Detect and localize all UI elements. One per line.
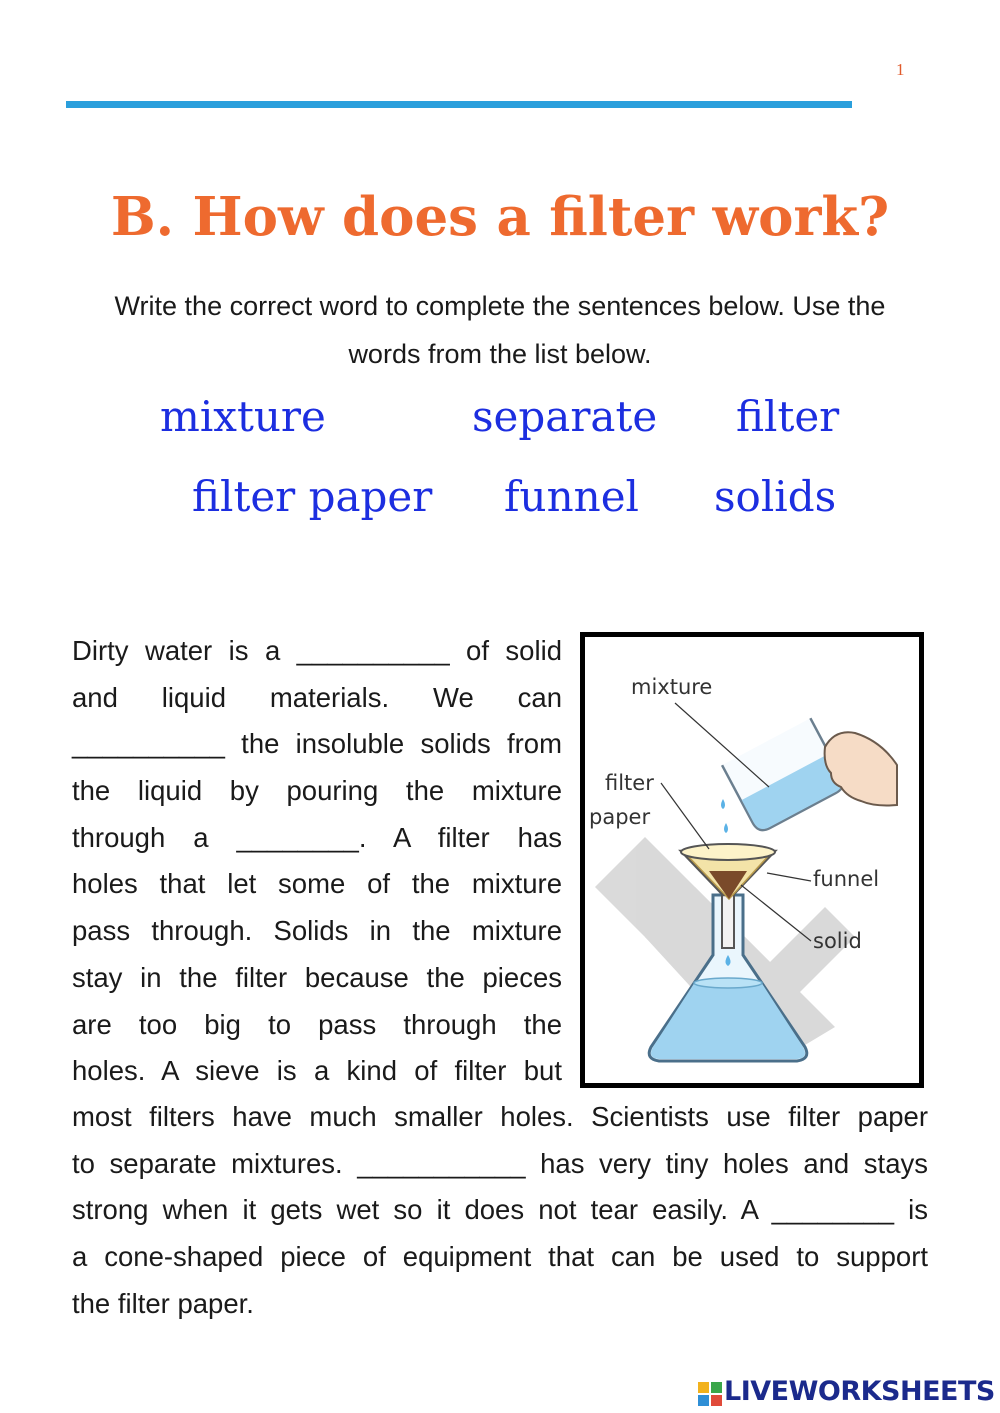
word-bank-item-mixture: mixture xyxy=(160,392,326,441)
liveworksheets-logo-icon xyxy=(698,1382,722,1406)
passage-line: Dirty water is a __________ of solid xyxy=(72,635,562,666)
passage-line: most filters have much smaller holes. Scientists use filter paper xyxy=(72,1101,928,1132)
passage-line: holes that let some of the mixture xyxy=(72,868,562,900)
filtration-diagram xyxy=(580,632,924,1088)
passage-line: the filter paper. xyxy=(72,1287,254,1319)
passage-line: and liquid materials. We can xyxy=(72,681,562,713)
passage-line: a cone-shaped piece of equipment that can be used to support xyxy=(72,1241,928,1273)
label-solid: solid xyxy=(813,929,862,953)
passage-line: stay in the filter because the pieces xyxy=(72,961,562,993)
liveworksheets-logo xyxy=(698,1376,994,1410)
passage-line: to separate mixtures. ___________ has very tiny holes and stays xyxy=(72,1147,928,1179)
passage-line: strong when it gets wet so it does not tear easily. A ________ is xyxy=(72,1194,928,1226)
beaker xyxy=(722,718,847,834)
passage-line: pass through. Solids in the mixture xyxy=(72,915,562,947)
worksheet-title: B. How does a filter work? xyxy=(110,186,890,248)
label-funnel: funnel xyxy=(813,867,880,891)
passage-line: are too big to pass through the xyxy=(72,1008,562,1040)
passage-bottom xyxy=(72,1094,928,1327)
passage-line: holes. A sieve is a kind of filter but xyxy=(72,1055,562,1087)
word-bank-item-filter: filter xyxy=(736,392,840,441)
label-filter: filter xyxy=(605,771,654,795)
label-paper: paper xyxy=(589,805,651,829)
instructions: Write the correct word to complete the sentences below. Use the words from the list below. xyxy=(114,291,886,369)
word-bank-item-funnel: funnel xyxy=(504,472,639,521)
filtration-illustration xyxy=(585,637,919,1083)
passage-line: through a ________. A filter has xyxy=(72,821,562,853)
page-number: 1 xyxy=(896,60,905,79)
passage-line: the liquid by pouring the mixture xyxy=(72,775,562,807)
word-bank-item-separate: separate xyxy=(472,392,658,441)
brand-name: LIVEWORKSHEETS xyxy=(724,1376,995,1407)
word-bank-item-filter-paper: filter paper xyxy=(192,472,433,521)
label-mixture: mixture xyxy=(631,675,713,699)
word-bank-item-solids: solids xyxy=(714,472,837,521)
passage-line: __________ the insoluble solids from xyxy=(72,728,562,760)
top-divider xyxy=(66,101,852,108)
passage-top xyxy=(72,628,562,1095)
